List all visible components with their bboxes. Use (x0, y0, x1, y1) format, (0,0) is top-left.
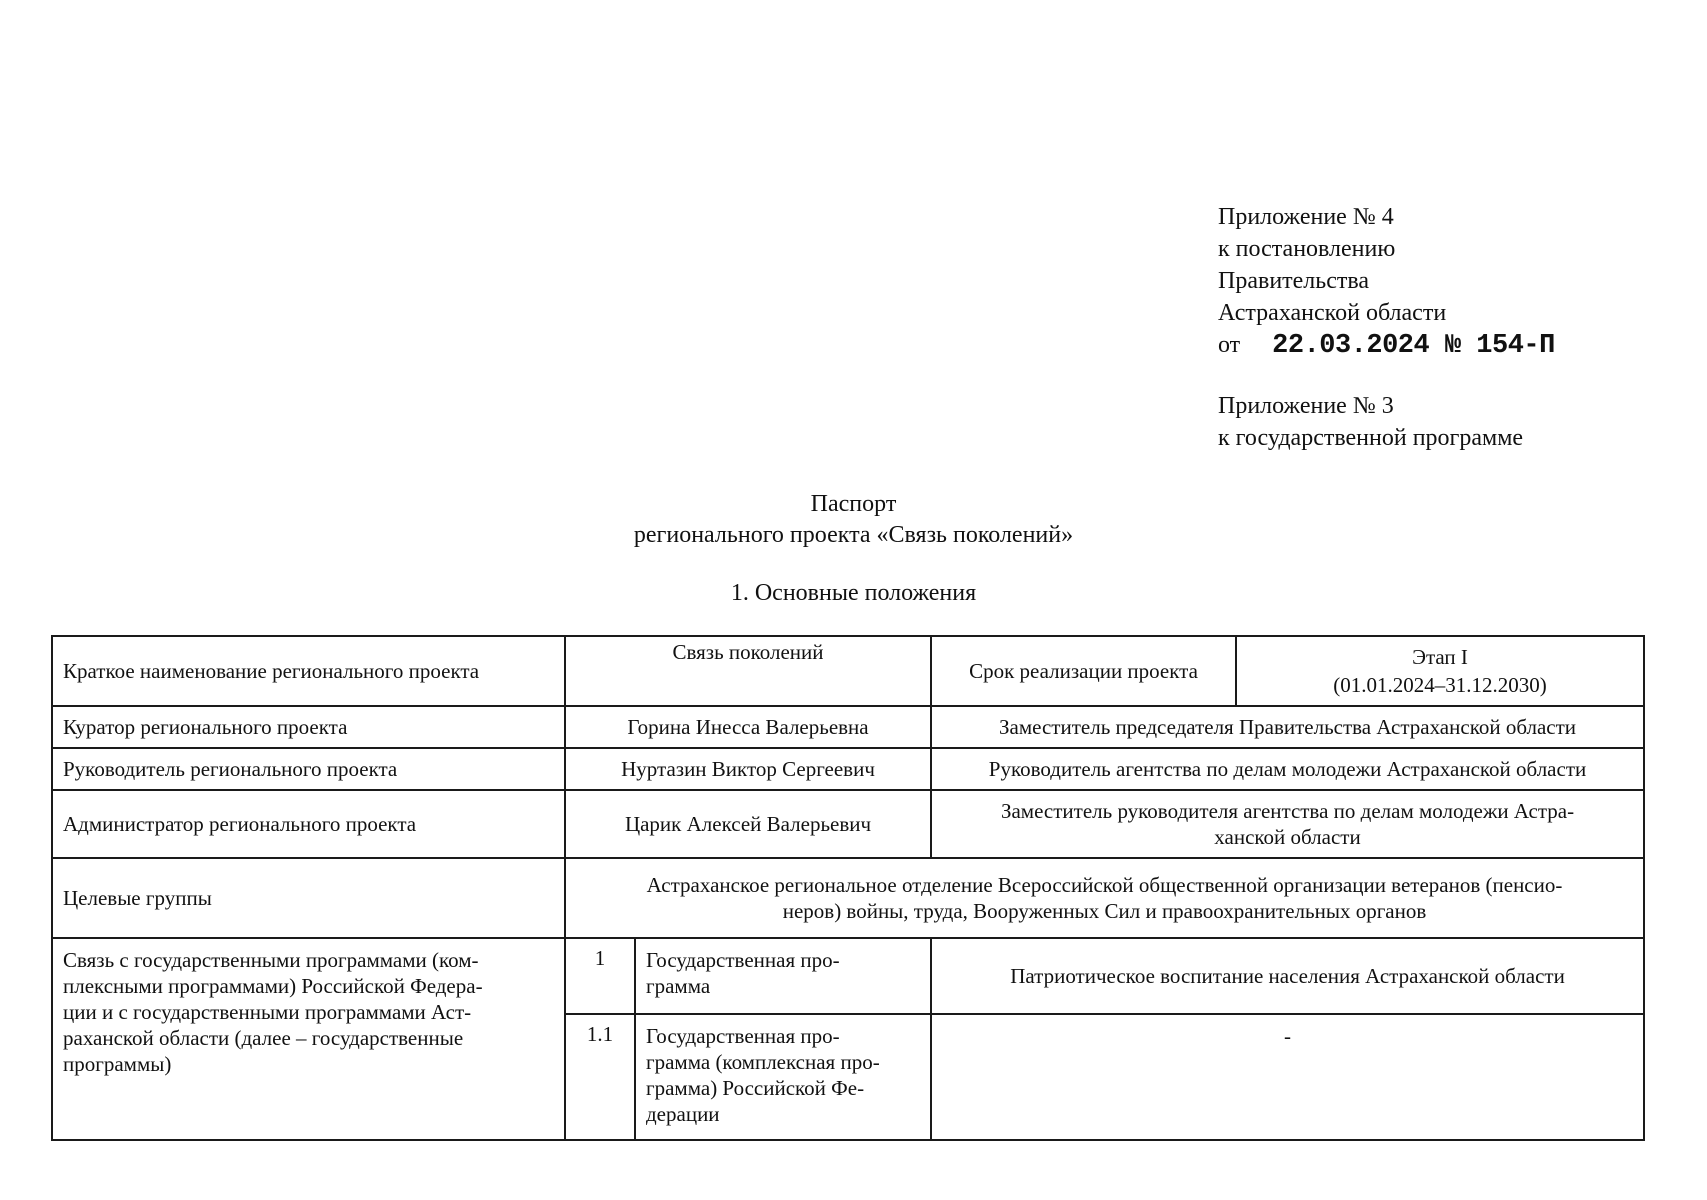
position-line: Заместитель руководителя агентства по делам молодежи Астра- (1000, 799, 1575, 823)
appendix-line: Приложение № 4 (1218, 204, 1394, 230)
passport-table (51, 635, 1645, 1141)
label-cell: Целевые группы (52, 858, 565, 938)
table-row-program-links (52, 938, 1644, 1014)
person-name-cell: Нуртазин Виктор Сергеевич (565, 748, 931, 790)
target-line: Астраханское региональное отделение Всероссийской общественной организации ветеранов (пенсио- (646, 873, 1563, 897)
appendix-line: Приложение № 3 (1218, 393, 1394, 419)
program-name-cell: - (931, 1014, 1644, 1140)
appendix-line: к постановлению (1218, 236, 1396, 262)
appendix-line: к государственной программе (1218, 425, 1524, 451)
type-line: грамма (комплексная про- (646, 1050, 880, 1074)
appendix-block-top (1218, 201, 1555, 362)
appendix-line: Правительства (1218, 268, 1370, 294)
section-heading: 1. Основные положения (730, 580, 977, 606)
label-cell: Руководитель регионального проекта (52, 748, 565, 790)
date-stamp: 22.03.2024 № 154-П (1272, 331, 1555, 361)
project-name-cell: Связь поколений (565, 636, 931, 706)
program-type-cell (635, 1014, 931, 1140)
sub-number-cell: 1.1 (565, 1014, 635, 1140)
type-line: Государственная про- (646, 948, 840, 972)
date-prefix: от (1218, 332, 1241, 358)
label-line: ции и с государственными программами Аст- (63, 1000, 472, 1024)
label-cell: Краткое наименование регионального проекта (52, 636, 565, 706)
type-line: Государственная про- (646, 1024, 840, 1048)
document-subtitle: регионального проекта «Связь поколений» (633, 522, 1074, 548)
table-row-target-groups (52, 858, 1644, 938)
person-name-cell: Царик Алексей Валерьевич (565, 790, 931, 858)
appendix-block-bottom (1218, 390, 1523, 454)
target-line: неров) войны, труда, Вооруженных Сил и правоохранительных органов (782, 899, 1427, 923)
person-position-cell (931, 790, 1644, 858)
type-line: грамма (646, 974, 711, 998)
type-line: грамма) Российской Фе- (646, 1076, 865, 1100)
table-row-short-name (52, 636, 1644, 706)
appendix-date-line (1218, 329, 1555, 362)
label-cell: Администратор регионального проекта (52, 790, 565, 858)
label-cell: Куратор регионального проекта (52, 706, 565, 748)
label-line: раханской области (далее – государственные (63, 1026, 464, 1050)
table-row-leader (52, 748, 1644, 790)
label-line: Связь с государственными программами (ком- (63, 948, 479, 972)
person-position-cell: Заместитель председателя Правительства Астраханской области (931, 706, 1644, 748)
stage-dates: (01.01.2024–31.12.2030) (1333, 673, 1547, 697)
stage-label: Этап I (1412, 645, 1468, 669)
type-line: дерации (646, 1102, 720, 1126)
program-type-cell (635, 938, 931, 1014)
program-name-cell: Патриотическое воспитание населения Астраханской области (931, 938, 1644, 1014)
target-groups-cell (565, 858, 1644, 938)
label-line: программы) (63, 1052, 172, 1076)
person-position-cell: Руководитель агентства по делам молодежи Астраханской области (931, 748, 1644, 790)
table-row-administrator (52, 790, 1644, 858)
appendix-line: Астраханской области (1218, 300, 1447, 326)
label-line: плексными программами) Российской Федера- (63, 974, 483, 998)
position-line: ханской области (1214, 825, 1361, 849)
document-title: Паспорт (810, 491, 897, 517)
program-links-label-cell (52, 938, 565, 1140)
table-row-curator (52, 706, 1644, 748)
stage-cell (1236, 636, 1644, 706)
person-name-cell: Горина Инесса Валерьевна (565, 706, 931, 748)
term-label-cell: Срок реализации проекта (931, 636, 1236, 706)
sub-number-cell: 1 (565, 938, 635, 1014)
